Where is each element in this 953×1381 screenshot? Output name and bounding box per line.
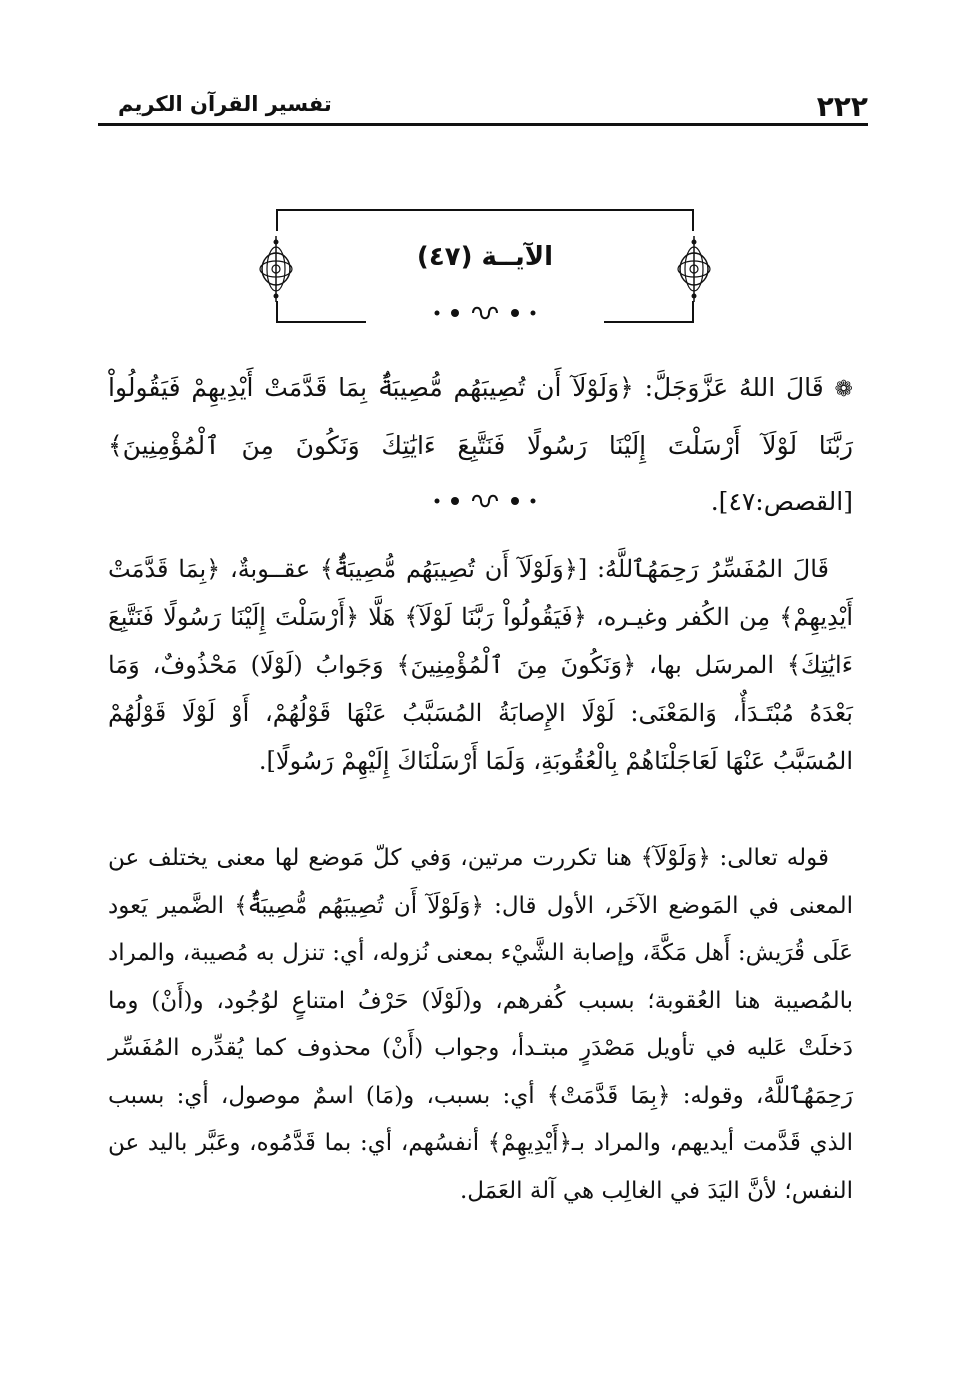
heading-divider-icon	[425, 303, 545, 323]
flower-icon: ❁	[834, 377, 853, 402]
page-header	[98, 84, 868, 126]
frame-bottom-right-tick	[692, 301, 694, 323]
frame-top-line	[276, 209, 694, 211]
frame-top-right-tick	[692, 209, 694, 231]
section-divider-icon	[425, 491, 545, 511]
ayah-heading: الآيــة (٤٧)	[416, 242, 554, 272]
page-number: ٢٢٢	[816, 90, 868, 123]
explanation-paragraph	[108, 835, 853, 1215]
frame-bottom-left-tick	[276, 301, 278, 323]
commentary-paragraph	[108, 545, 853, 785]
book-title: تفسير القرآن الكريم	[118, 92, 332, 116]
ayah-heading-frame	[276, 209, 694, 323]
frame-bottom-right-line	[604, 321, 694, 323]
frame-bottom-left-line	[276, 321, 366, 323]
verse-text: قَالَ اللهُ عَزَّوَجَلَّ: ﴿وَلَوْلَآ أَن تُصِيبَهُم مُّصِيبَةٌۢ بِمَا قَدَّمَتْ أَيْدِيهِمْ فَيَقُولُواْ رَبَّنَا لَوْلَآ أَرْسَلْتَ إِلَيْنَا رَسُولًا فَنَتَّبِعَ ءَايَٰتِكَ وَنَكُونَ مِنَ ٱلْمُؤْمِنِينَ﴾ [القصص:٤٧].	[108, 373, 853, 516]
explanation-text: قوله تعالى: ﴿وَلَوْلَآ﴾ هنا تكررت مرتين، وَفي كلّ مَوضع لها معنى يختلف عن المعنى في المَوضع الآخَر، الأول قال: ﴿وَلَوْلَآ أَن تُصِيبَهُم مُّصِيبَةٌۢ﴾ الضَّمير يَعود عَلَى قُرَيش: أَهل مَكَّةَ، وإصابة الشَّيْء بمعنى نُزوله، أي: تنزل به مُصيبة، والمراد بالمُصيبة هنا العُقوبة؛ بسبب كُفرهم، و(لَوْلَا) حَرْفُ امتناعٍ لوُجُود، و(أَنْ) وما دَخلَتْ عَليه في تأويل مَصْدَرٍ مبتـدأ، وجواب (أَنْ) محذوف كما يُقدِّره المُفَسِّر رَحِمَهُٱللَّهُ، وقوله: ﴿بِمَا قَدَّمَتْ﴾ أي: بسبب، و(مَا) اسمٌ موصول، أي: بسبب الذي قَدَّمت أيديهم، والمراد بـ﴿أَيْدِيهِمْ﴾ أنفسُهم، أي: بما قَدَّمُوه، وعَبَّر باليد عن النفس؛ لأنَّ اليَدَ في الغالِب هي آلة العَمَل.	[108, 845, 853, 1204]
frame-top-left-tick	[276, 209, 278, 231]
header-rule	[98, 123, 868, 126]
commentary-text: قَالَ المُفَسِّرُ رَحِمَهُٱللَّهُ: [﴿وَلَوْلَآ أَن تُصِيبَهُم مُّصِيبَةٌۢ﴾ عقــوبةٌ، ﴿بِمَا قَدَّمَتْ أَيْدِيهِمْ﴾ مِن الكُفر وغيـره، ﴿فَيَقُولُواْ رَبَّنَا لَوْلَآ﴾ هَلَّا ﴿أَرْسَلْتَ إِلَيْنَا رَسُولًا فَنَتَّبِعَ ءَايَٰتِكَ﴾ المرسَل بها، ﴿وَنَكُونَ مِنَ ٱلْمُؤْمِنِينَ﴾ وَجَوابُ (لَوْلَا) مَحْذُوفٌ، وَمَا بَعْدَهُ مُبْتَـدَأٌ، وَالمَعْنَى: لَوْلَا الإِصابَةُ المُسَبَّبُ عَنْهَا قَوْلُهُمْ، أَوْ لَوْلَا قَوْلُهُمْ المُسَبَّبُ عَنْهَا لَعَاجَلْنَاهُمْ بِالْعُقُوبَةِ، وَلَمَا أَرْسَلْنَاكَ إِلَيْهِمْ رَسُولًا].	[108, 555, 853, 775]
